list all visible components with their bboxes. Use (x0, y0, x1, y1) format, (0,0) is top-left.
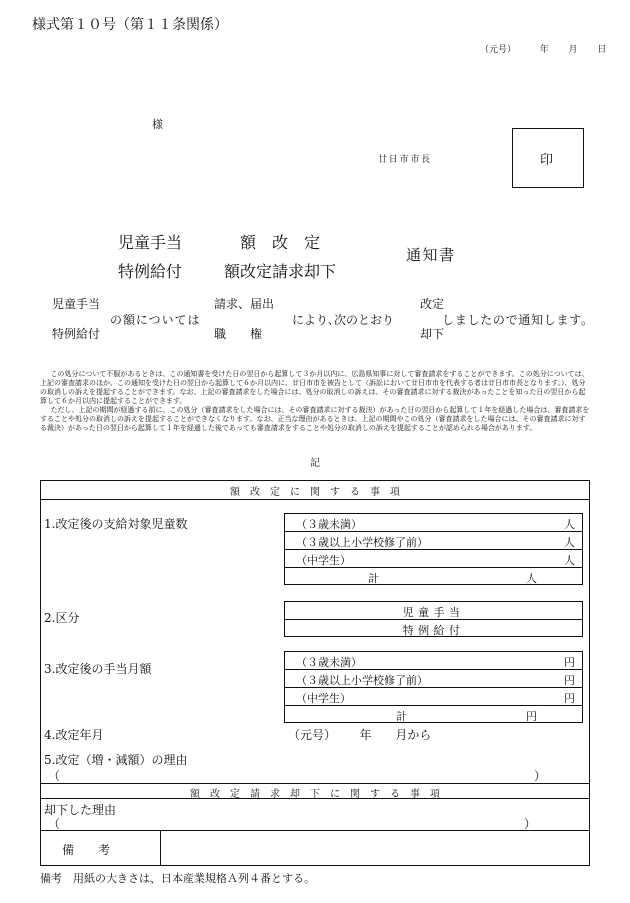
row-label: （中学生） (296, 692, 351, 705)
row-unit: 人 (564, 518, 575, 531)
date-era: （元号） (480, 45, 517, 55)
intro-top-left: 児童手当 (52, 297, 101, 311)
child-count-row-junior-high (284, 552, 583, 568)
amount-total-row (284, 708, 583, 724)
rejection-close-paren: ） (524, 817, 537, 831)
intro-bottom-right: 却下 (420, 327, 445, 341)
item5-label: 5.改定（増・減額）の理由 (44, 753, 188, 767)
divider (40, 830, 590, 831)
rejection-reason-label: 却下した理由 (44, 803, 117, 817)
date-day: 日 (597, 45, 607, 55)
item1-label: 1.改定後の支給対象児童数 (44, 517, 188, 531)
amount-row-3-to-elementary (284, 672, 583, 688)
reason-open-paren: （ (48, 769, 61, 783)
form-number: 様式第１０号（第１１条関係） (32, 17, 228, 33)
row-unit: 人 (564, 536, 575, 549)
intro-bottom-mid: 職 権 (214, 327, 263, 341)
category-option-jido-teate: 児童手当 (402, 606, 465, 619)
revision-month (288, 726, 431, 743)
issuer-name: 廿日市市長 (378, 155, 433, 165)
date-year: 年 (539, 45, 549, 55)
addressee-suffix: 様 (152, 118, 163, 131)
divider (40, 499, 590, 500)
appeal-notice-paragraph: ただし、上記の期間が経過する前に、この処分（審査請求をした場合には、その審査請求に対する裁決）があった日の翌日から起算して１年を経過した場合は、審査請求をすることや処分の取消しの訴えを提起することができなくなります。なお、正当な理由があるときは、上記の期間やこの処分（審査請求をした場合には、その審査請求に対する裁決）があった日の翌日から起算して１年を経過した後であっても審査請求をすることや処分の取消しの訴えを提起することが認められる場合があります。 (40, 406, 590, 432)
title-suffix: 通知書 (406, 246, 456, 264)
child-count-row-3-to-elementary (284, 534, 583, 550)
total-unit: 人 (526, 572, 537, 585)
date-line (480, 42, 606, 55)
row-label: （３歳未満） (296, 518, 362, 531)
row-unit: 円 (564, 692, 575, 705)
row-label: （中学生） (296, 554, 351, 567)
rejection-open-paren: （ (48, 817, 61, 831)
divider (40, 798, 590, 799)
revision-section-header: 額 改 定 に 関 す る 事 項 (230, 487, 400, 498)
total-label: 計 (368, 572, 379, 585)
title-line1-left: 児童手当 (118, 233, 183, 252)
row-unit: 人 (564, 554, 575, 567)
total-label: 計 (396, 710, 407, 723)
intro-middle-a: の額については (110, 313, 201, 327)
row-unit: 円 (564, 674, 575, 687)
remarks-label: 備 考 (62, 843, 111, 857)
revision-year: 年 (359, 728, 372, 742)
footnote: 備考 用紙の大きさは、日本産業規格Ａ列４番とする。 (40, 872, 315, 885)
row-label: （３歳未満） (296, 656, 362, 669)
appeal-notice-paragraph: この処分について不服があるときは、この通知書を受けた日の翌日から起算して３か月以内に、広島県知事に対して審査請求をすることができます。この処分については、上記の審査請求のほか、この通知を受けた日の翌日から起算して６か月以内に、廿日市市を被告として（訴訟において廿日市市を代表する者は廿日市市長となります。）、処分の取消しの訴えを提起することができます。なお、上記の審査請求をした場合には、処分の取消しの訴えは、その審査請求に対する裁決があったことを知った日の翌日から起算して６か月以内に提起することができます。 (40, 370, 589, 405)
seal-label: 印 (540, 153, 554, 168)
item4-label: 4.改定年月 (44, 728, 104, 742)
intro-middle-b: により､次のとおり (292, 313, 395, 327)
row-label: （３歳以上小学校修了前） (296, 674, 428, 687)
amount-row-under3 (284, 654, 583, 670)
intro-middle-c: しましたので通知します。 (442, 313, 594, 327)
category-option-tokurei-kyufu: 特例給付 (402, 624, 465, 637)
total-unit: 円 (526, 710, 537, 723)
intro-bottom-left: 特例給付 (52, 327, 101, 341)
intro-top-right: 改定 (420, 297, 445, 311)
item3-label: 3.改定後の手当月額 (44, 662, 152, 676)
child-count-total-row (284, 570, 583, 586)
ki-label: 記 (310, 458, 320, 469)
divider (160, 830, 161, 866)
row-label: （３歳以上小学校修了前） (296, 536, 428, 549)
amount-row-junior-high (284, 690, 583, 706)
intro-top-mid: 請求、届出 (214, 297, 275, 311)
row-unit: 円 (564, 656, 575, 669)
item2-label: 2.区分 (44, 611, 80, 625)
title-line2-right: 額改定請求却下 (224, 262, 337, 281)
title-line2-left: 特例給付 (118, 262, 183, 281)
revision-era: （元号） (288, 728, 337, 742)
rejection-section-header: 額 改 定 請 求 却 下 に 関 す る 事 項 (190, 789, 440, 800)
reason-close-paren: ） (534, 769, 547, 783)
appeal-notice (40, 370, 590, 433)
revision-month-from: 月から (395, 728, 432, 742)
divider (40, 783, 590, 784)
seal-box (512, 128, 584, 188)
title-line1-right: 額 改 定 (240, 233, 321, 252)
child-count-row-under3 (284, 516, 583, 532)
date-month: 月 (568, 45, 578, 55)
